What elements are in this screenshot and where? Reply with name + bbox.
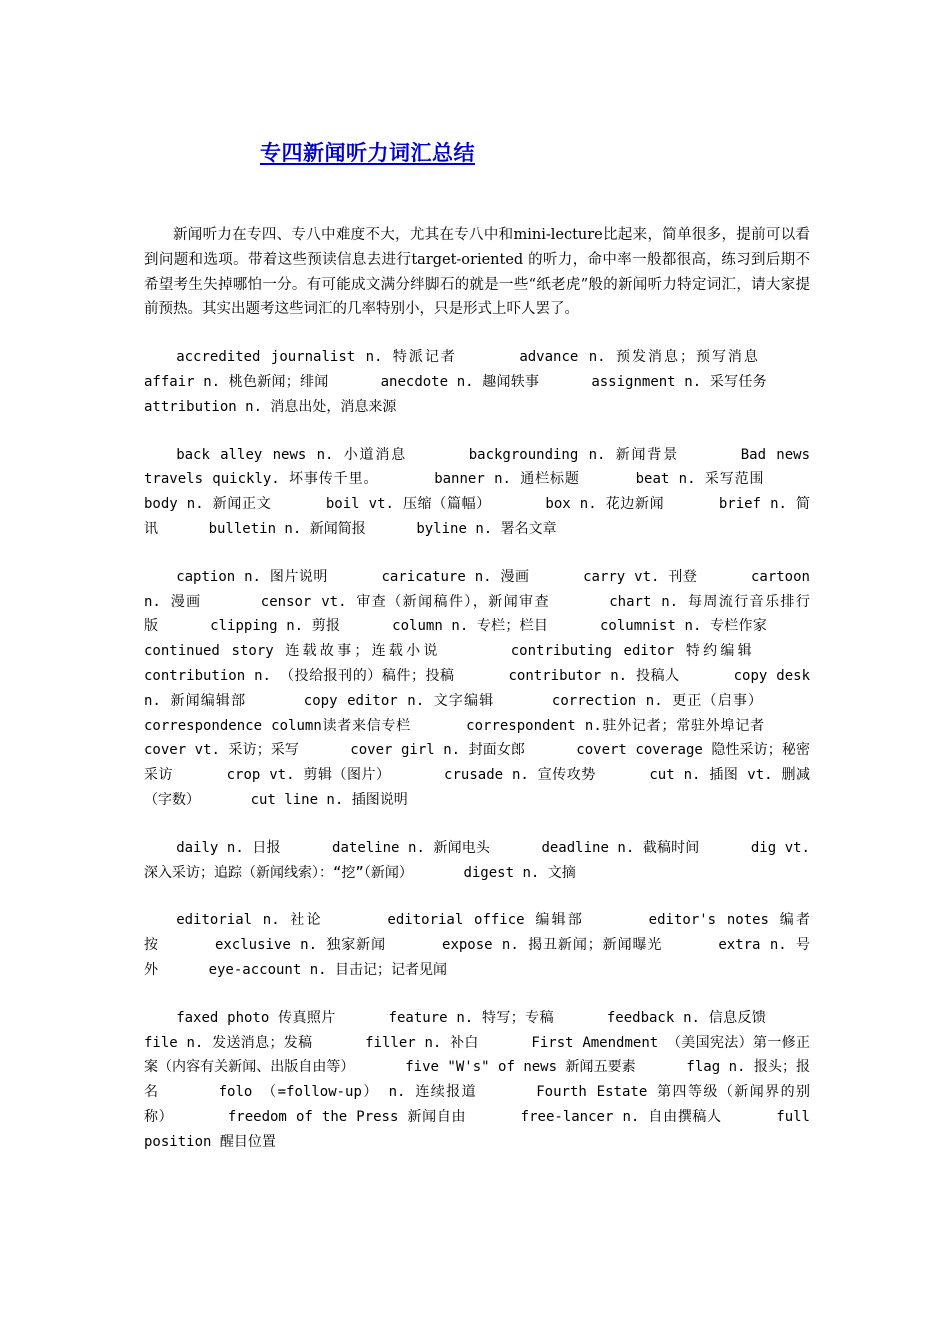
vocab-entry: carry vt. 刊登 xyxy=(583,568,698,585)
vocab-entry: contributing editor 特约编辑 xyxy=(510,643,755,660)
vocab-entry: box n. 花边新闻 xyxy=(545,496,665,513)
vocab-entry: assignment n. 采写任务 xyxy=(591,373,767,390)
vocab-entry: cut n. 插图 vt. 删减（字数） xyxy=(144,767,811,808)
vocab-entry: body n. 新闻正文 xyxy=(144,496,272,513)
vocab-entry: eye-account n. 目击记；记者见闻 xyxy=(208,961,448,978)
section-spacer xyxy=(144,885,810,908)
vocab-entry: Bad news travels quickly. 坏事传千里。 xyxy=(144,446,810,488)
vocab-entry: covert coverage 隐性采访；秘密采访 xyxy=(144,742,811,784)
vocab-section-a xyxy=(144,345,810,419)
vocab-entry: copy desk n. 新闻编辑部 xyxy=(144,667,811,709)
vocab-entry: banner n. 通栏标题 xyxy=(434,471,580,488)
vocab-entry: clipping n. 剪报 xyxy=(210,618,341,635)
vocab-entry: censor vt. 审查（新闻稿件），新闻审查 xyxy=(260,593,551,610)
vocab-entry: continued story 连载故事；连载小说 xyxy=(144,643,441,660)
vocab-entry: free-lancer n. 自由撰稿人 xyxy=(520,1108,722,1125)
vocab-entry: chart n. 每周流行音乐排行版 xyxy=(144,593,810,635)
vocab-section-c xyxy=(144,565,810,813)
vocab-entry: backgrounding n. 新闻背景 xyxy=(468,446,680,463)
vocab-entry: feature n. 特写；专稿 xyxy=(388,1009,554,1026)
vocab-entry: caption n. 图片说明 xyxy=(176,568,328,585)
vocab-entry: crusade n. 宣传攻势 xyxy=(444,767,596,784)
vocab-entry: faxed photo 传真照片 xyxy=(176,1009,336,1026)
vocab-entry: bulletin n. 新闻简报 xyxy=(208,520,366,537)
intro-paragraph: 新闻听力在专四、专八中难度不大，尤其在专八中和mini-lecture比起来，简单很多，提前可以看到问题和选项。带着这些预读信息去进行target-oriented 的听力，命中率一般都很高，练习到后期不希望考生失掉哪怕一分。有可能成文满分绊脚石的就是一些“纸老虎”般的新闻听力特定词汇，请大家提前预热。其实出题考这些词汇的几率特别小，只是形式上吓人罢了。 xyxy=(144,227,810,318)
document-body xyxy=(144,223,810,1155)
vocab-entry: digest n. 文摘 xyxy=(463,864,576,881)
vocab-entry: deadline n. 截稿时间 xyxy=(541,839,700,856)
document-title-link[interactable]: 专四新闻听力词汇总结 xyxy=(260,140,475,165)
vocab-entry: freedom of the Press 新闻自由 xyxy=(227,1108,467,1125)
vocab-entry: caricature n. 漫画 xyxy=(381,568,530,585)
vocab-entry: cut line n. 插图说明 xyxy=(250,791,408,808)
vocab-entry: editor's notes 编者按 xyxy=(144,912,811,954)
vocab-entry: beat n. 采写范围 xyxy=(635,471,765,488)
vocab-entry: boil vt. 压缩（篇幅） xyxy=(325,496,491,513)
vocabulary-list xyxy=(144,345,810,1154)
vocab-entry: correspondent n.驻外记者；常驻外埠记者 xyxy=(466,717,765,734)
vocab-entry: file n. 发送消息；发稿 xyxy=(144,1034,313,1051)
vocab-entry: advance n. 预发消息；预写消息 xyxy=(519,349,760,366)
vocab-section-b xyxy=(144,443,810,542)
vocab-entry: back alley news n. 小道消息 xyxy=(176,446,408,463)
vocab-entry: First Amendment （美国宪法）第一修正案（内容有关新闻、出版自由等） xyxy=(144,1034,811,1076)
vocab-entry: anecdote n. 趣闻轶事 xyxy=(380,373,540,390)
vocab-entry: filler n. 补白 xyxy=(365,1034,479,1051)
vocab-entry: copy editor n. 文字编辑 xyxy=(303,692,495,709)
vocab-entry: column n. 专栏；栏目 xyxy=(392,618,549,635)
section-spacer xyxy=(144,542,810,565)
vocab-entry: folo （=follow-up） n. 连续报道 xyxy=(218,1084,478,1101)
vocab-entry: byline n. 署名文章 xyxy=(416,520,557,537)
vocab-entry: contribution n. （投给报刊的）稿件；投稿 xyxy=(144,667,455,684)
section-spacer xyxy=(144,420,810,443)
vocab-entry: cartoon n. 漫画 xyxy=(144,568,810,610)
vocab-entry: dig vt. 深入采访；追踪（新闻线索）：“挖”（新闻） xyxy=(144,839,810,881)
section-spacer xyxy=(144,813,810,836)
vocab-entry: crop vt. 剪辑（图片） xyxy=(226,767,391,784)
vocab-section-f xyxy=(144,1006,810,1155)
paragraph-spacer xyxy=(144,322,810,345)
vocab-entry: cover girl n. 封面女郎 xyxy=(350,742,526,759)
vocab-entry: feedback n. 信息反馈 xyxy=(606,1009,767,1026)
vocab-entry: exclusive n. 独家新闻 xyxy=(214,937,386,954)
vocab-entry: attribution n. 消息出处，消息来源 xyxy=(144,398,397,415)
vocab-entry: expose n. 揭丑新闻；新闻曝光 xyxy=(442,937,663,954)
vocab-entry: correction n. 更正（启事） xyxy=(551,692,764,709)
vocab-entry: dateline n. 新闻电头 xyxy=(332,839,491,856)
vocab-entry: extra n. 号外 xyxy=(144,937,811,978)
vocab-entry: accredited journalist n. 特派记者 xyxy=(176,349,457,366)
vocab-entry: cover vt. 采访；采写 xyxy=(144,742,300,759)
vocab-entry: flag n. 报头；报名 xyxy=(144,1059,811,1101)
vocab-section-d xyxy=(144,836,810,886)
vocab-entry: editorial office 编辑部 xyxy=(387,912,585,929)
vocab-section-e xyxy=(144,908,810,982)
vocab-entry: full position 醒目位置 xyxy=(144,1108,810,1150)
vocab-entry: Fourth Estate 第四等级（新闻界的别称） xyxy=(144,1084,810,1125)
vocab-entry: daily n. 日报 xyxy=(176,839,281,856)
vocab-entry: affair n. 桃色新闻；绯闻 xyxy=(144,373,329,390)
section-spacer xyxy=(144,983,810,1006)
vocab-entry: brief n. 简讯 xyxy=(144,496,811,537)
vocab-entry: correspondence column读者来信专栏 xyxy=(144,717,412,734)
vocab-entry: columnist n. 专栏作家 xyxy=(600,618,767,635)
vocab-entry: contributor n. 投稿人 xyxy=(508,667,680,684)
vocab-entry: five "W's" of news 新闻五要素 xyxy=(405,1059,636,1076)
vocab-entry: editorial n. 社论 xyxy=(176,912,323,929)
